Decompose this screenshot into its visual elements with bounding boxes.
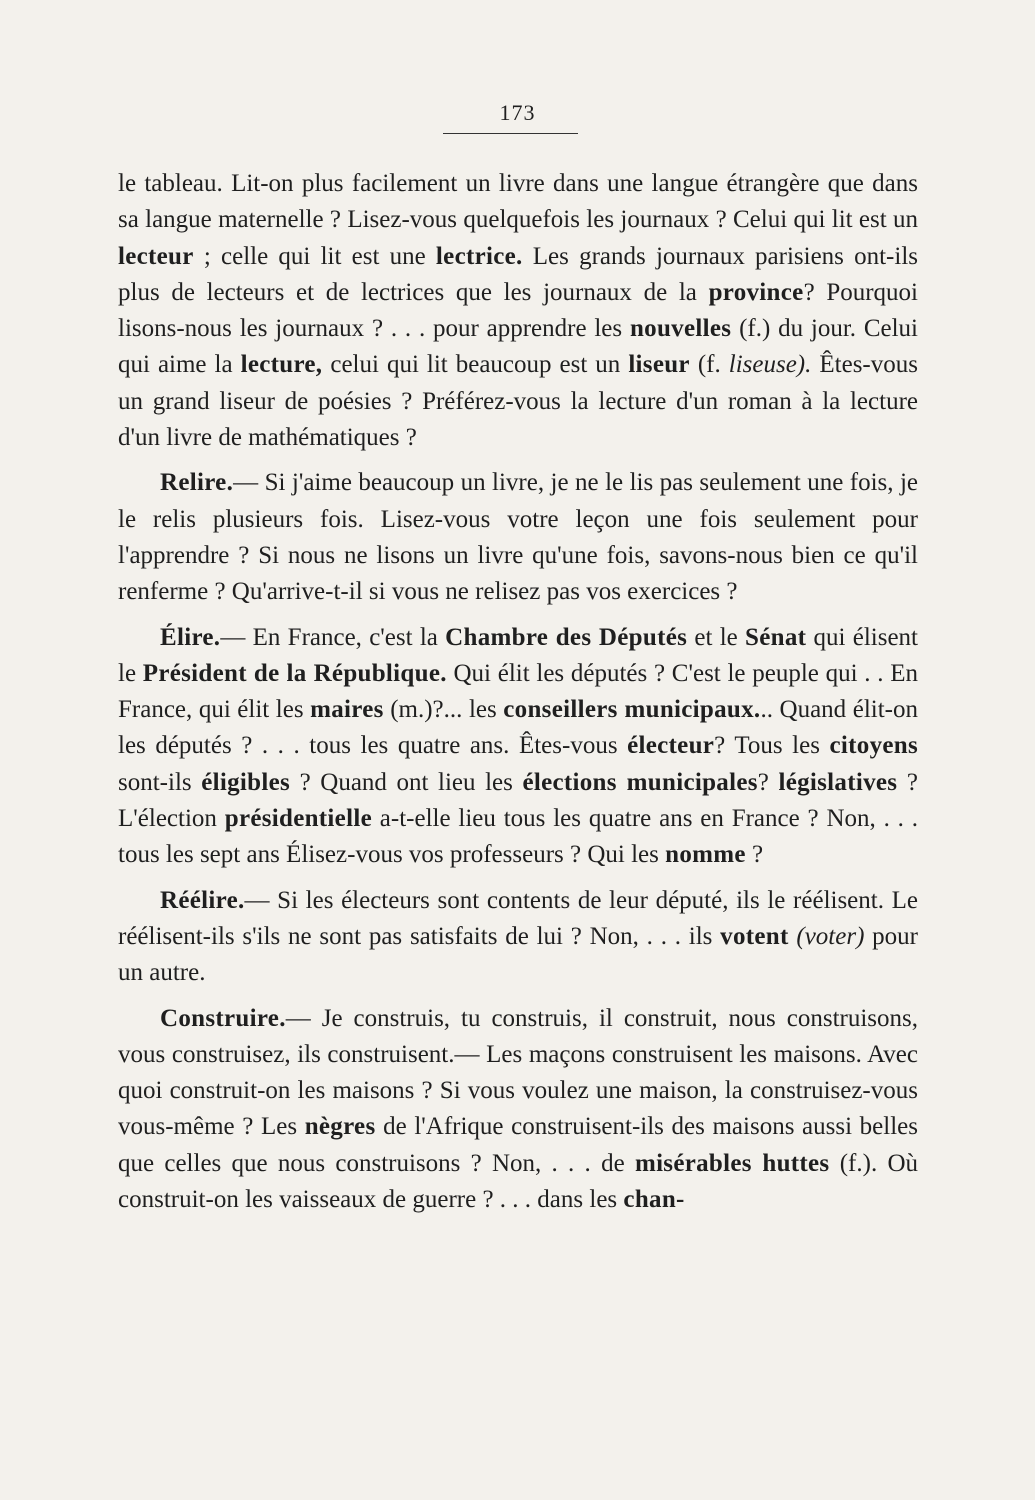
text-run: ; celle qui lit est une <box>193 242 436 270</box>
bold-term: Sénat <box>745 623 807 651</box>
text-run: Êtes-vous un grand liseur de poésies ? Préférez-vous la lecture d'un roman à la lecture d'un livre de mathématiques ? <box>118 351 918 452</box>
text-run: — Si les électeurs sont contents de leur député, ils le réélisent. Le réélisent-ils s'ils ne sont pas satisfaits de lui ? Non, . . . ils <box>118 886 918 950</box>
text-run: — Si j'aime beaucoup un livre, je ne le lis pas seulement une fois, je le relis plusieurs fois. Lisez-vous votre leçon une fois seulement pour l'apprendre ? Si nous ne lisons un livre qu'une fois, savons-nous bien ce qu'il renferme ? Qu'arrive-t-il si vous ne relisez pas vos exercices ? <box>118 469 918 606</box>
bold-term: élections municipales <box>522 768 758 796</box>
bold-term: présidentielle <box>224 805 372 833</box>
text-run: — Je construis, tu construis, il construit, nous construisons, vous construisez, ils construisent.— Les maçons construisent les maisons. Avec quoi construit-on les maisons ? Si vous voulez une maison, la construisez-vous vous-même ? Les <box>118 1004 918 1141</box>
text-run: qui élisent le <box>118 623 918 687</box>
text-run: et le <box>687 623 746 651</box>
bold-term: liseur <box>628 351 690 379</box>
bold-term: maires <box>310 696 384 724</box>
bold-term: Relire. <box>160 469 234 497</box>
bold-term: nouvelles <box>629 315 732 343</box>
bold-term: chan- <box>623 1186 685 1214</box>
text-run: Les grands journaux parisiens ont-ils plus de lecteurs et de lectrices que les journaux de la <box>118 242 918 306</box>
bold-term: électeur <box>627 732 715 760</box>
body-text <box>118 166 918 1218</box>
text-run: (f. <box>689 351 729 379</box>
bold-term: législatives <box>778 768 898 796</box>
bold-term: misérables huttes <box>634 1149 830 1177</box>
text-run: (f.). Où construit-on les vaisseaux de guerre ? . . . dans les <box>118 1149 919 1214</box>
text-run: .. Quand élit-on les députés ? . . . tous les quatre ans. Êtes-vous <box>118 696 918 760</box>
text-run: (f.) du jour. Celui qui aime la <box>118 315 918 379</box>
bold-term: conseillers municipaux. <box>503 696 761 724</box>
text-run: ? <box>745 841 764 869</box>
text-run: ? <box>757 768 779 796</box>
text-run: de l'Afrique construisent-ils des maisons aussi belles que celles que nous construisons ? Non, . . . de <box>118 1113 918 1177</box>
text-run: ? L'élection <box>118 768 919 833</box>
text-run: — En France, c'est la <box>220 623 446 651</box>
header-rule <box>443 133 578 134</box>
bold-term: Réélire. <box>160 886 245 914</box>
paragraph-elire <box>118 620 918 874</box>
bold-term: lecteur <box>118 242 194 270</box>
italic-term: liseuse). <box>728 351 812 379</box>
bold-term: lectrice. <box>435 242 523 270</box>
bold-term: Élire. <box>160 623 221 651</box>
italic-term: (voter) <box>796 922 865 950</box>
text-run: celui qui lit beaucoup est un <box>322 351 629 379</box>
bold-term: citoyens <box>829 732 918 760</box>
paragraph-relire <box>118 465 918 610</box>
bold-term: Chambre des Députés <box>445 623 688 651</box>
text-run: Qui élit les députés ? C'est le peuple qui . . En France, qui élit les <box>118 659 919 724</box>
paragraph-reelire <box>118 883 918 992</box>
bold-term: votent <box>720 922 789 950</box>
paragraph-lecture <box>118 166 918 456</box>
text-run: (m.)?... les <box>383 696 504 724</box>
bold-term: nomme <box>665 841 746 869</box>
bold-term: Construire. <box>160 1004 286 1032</box>
bold-term: éligibles <box>201 768 291 796</box>
text-run: ? Pourquoi lisons-nous les journaux ? . . . pour apprendre les <box>118 278 918 343</box>
text-run: ? Quand ont lieu les <box>290 768 523 796</box>
bold-term: province <box>708 278 804 306</box>
bold-term: lecture, <box>240 351 323 379</box>
paragraph-construire <box>118 1001 918 1219</box>
bold-term: Président de la République. <box>142 659 447 687</box>
page-number: 173 <box>499 100 536 125</box>
bold-term: nègres <box>304 1113 376 1141</box>
text-run: pour un autre. <box>118 922 919 987</box>
text-run: ? Tous les <box>714 732 830 760</box>
text-run: a-t-elle lieu tous les quatre ans en France ? Non, . . . tous les sept ans Élisez-vous vos professeurs ? Qui les <box>118 805 918 869</box>
text-run: sont-ils <box>118 768 202 796</box>
text-run: le tableau. Lit-on plus facilement un livre dans une langue étrangère que dans sa langue maternelle ? Lisez-vous quelquefois les journaux ? Celui qui lit est un <box>118 170 918 234</box>
